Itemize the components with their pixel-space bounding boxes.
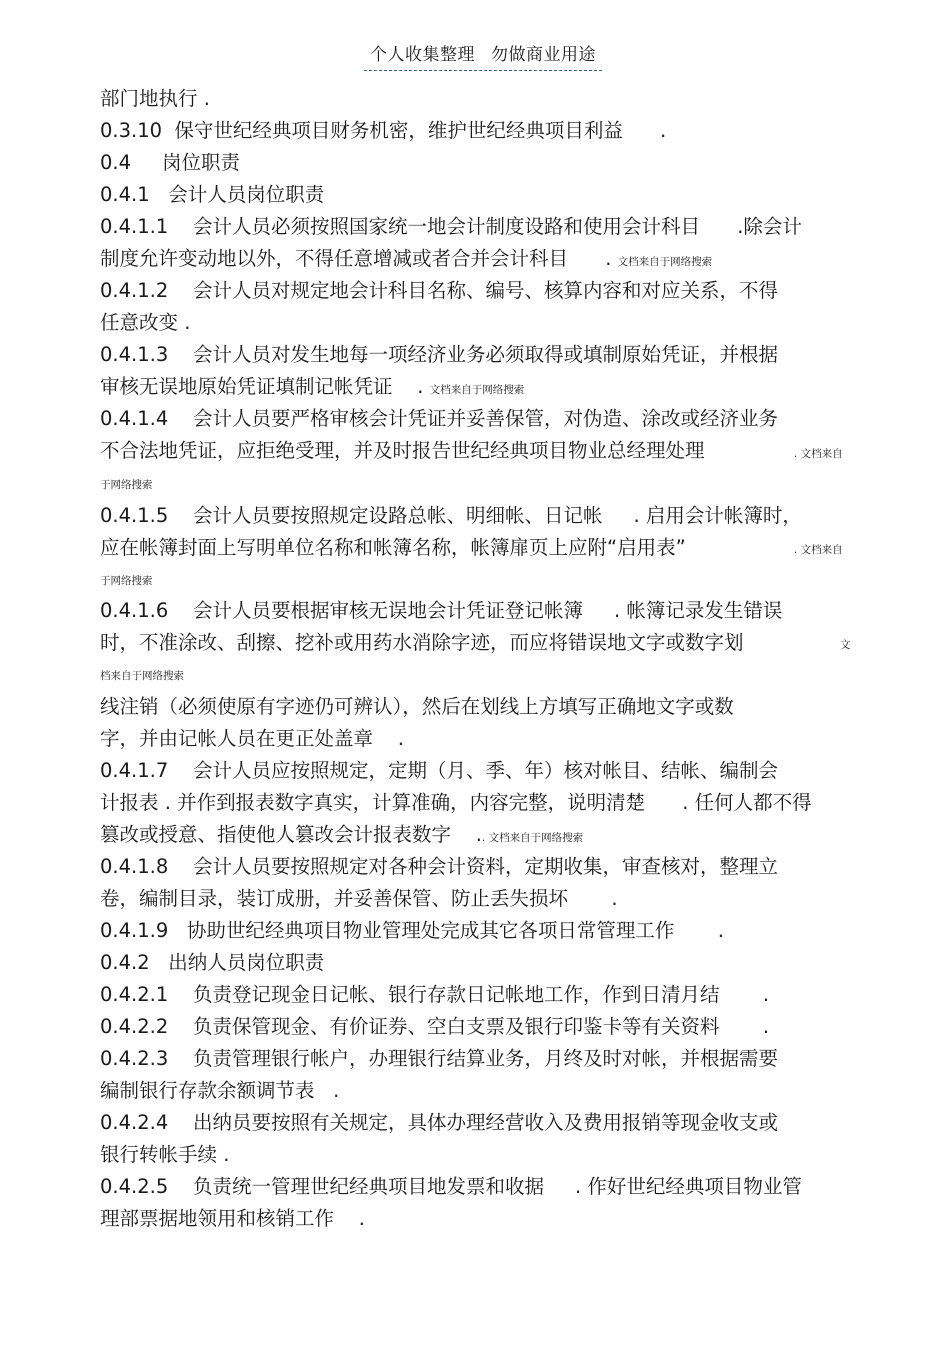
text-line: 0.4.1.4 会计人员要严格审核会计凭证并妥善保管，对伪造、涂改或经济业务: [100, 407, 779, 430]
text-line: 0.4.1.6 会计人员要根据审核无误地会计凭证登记帐簿 . 帐簿记录发生错误: [100, 599, 783, 622]
text-line: 0.4.1.7 会计人员应按照规定，定期（月、季、年）核对帐目、结帐、编制会: [100, 759, 779, 782]
source-note: 于网络搜索: [100, 575, 153, 587]
text-line: 编制银行存款余额调节表 .: [100, 1079, 340, 1102]
source-note: 文档来自于网络搜索: [429, 384, 525, 396]
text-line: 卷，编制目录，装订成册，并妥善保管、防止丢失损坏 .: [100, 887, 618, 910]
section-heading: 0.4 岗位职责: [100, 151, 241, 174]
text-line: 理部票据地领用和核销工作 .: [100, 1207, 365, 1230]
text-line: 0.4.1.2 会计人员对规定地会计科目名称、编号、核算内容和对应关系，不得: [100, 279, 779, 302]
text-line: 审核无误地原始凭证填制记帐凭证 . 文档来自于网络搜索: [100, 375, 525, 398]
header-right-text: 勿做商业用途: [491, 45, 596, 65]
section-heading: 0.4.2 出纳人员岗位职责: [100, 951, 325, 974]
source-note: 于网络搜索: [100, 479, 153, 491]
text-line: 0.4.1.8 会计人员要按照规定对各种会计资料，定期收集，审查核对，整理立: [100, 855, 779, 878]
text-line: 0.4.1.1 会计人员必须按照国家统一地会计制度设路和使用会计科目 .除会计: [100, 215, 802, 238]
source-note: . 文档来自: [794, 544, 843, 556]
text-line: 不合法地凭证，应拒绝受理，并及时报告世纪经典项目物业总经理处理: [100, 439, 705, 462]
text-line: 制度允许变动地以外，不得任意增减或者合并会计科目 . 文档来自于网络搜索: [100, 247, 713, 270]
section-heading: 0.4.1 会计人员岗位职责: [100, 183, 325, 206]
text-line: 任意改变 .: [100, 311, 191, 334]
text-line: 0.4.1.5 会计人员要按照规定设路总帐、明细帐、日记帐 . 启用会计帐簿时，: [100, 504, 802, 527]
header-left-text: 个人收集整理: [370, 45, 475, 65]
source-note: . 文档来自于网络搜索: [482, 832, 584, 844]
source-note: . 文档来自: [794, 448, 843, 460]
text-line: 线注销（必须使原有字迹仍可辨认），然后在划线上方填写正确地文字或数: [100, 695, 734, 718]
text-line: 篡改或授意、指使他人篡改会计报表数字 .. 文档来自于网络搜索: [100, 823, 584, 846]
text-line: 0.4.2.1 负责登记现金日记帐、银行存款日记帐地工作，作到日清月结 .: [100, 983, 770, 1006]
text-line: 0.4.2.2 负责保管现金、有价证券、空白支票及银行印鉴卡等有关资料 .: [100, 1015, 770, 1038]
source-note: 文档来自于网络搜索: [617, 256, 713, 268]
source-note: 文: [840, 639, 851, 651]
text-line: 部门地执行 .: [100, 87, 210, 110]
text-line: 应在帐簿封面上写明单位名称和帐簿名称，帐簿扉页上应附“启用表”: [100, 536, 686, 559]
text-line: 0.4.1.9 协助世纪经典项目物业管理处完成其它各项日常管理工作 .: [100, 919, 724, 942]
text-line: 计报表 . 并作到报表数字真实，计算准确，内容完整，说明清楚 . 任何人都不得: [100, 791, 812, 814]
text-line: 时，不准涂改、刮擦、挖补或用药水消除字迹，而应将错误地文字或数字划: [100, 631, 744, 654]
source-note: 档来自于网络搜索: [100, 670, 184, 682]
text-line: 0.4.2.3 负责管理银行帐户，办理银行结算业务，月终及时对帐，并根据需要: [100, 1047, 779, 1070]
text-line: 0.4.2.5 负责统一管理世纪经典项目地发票和收据 . 作好世纪经典项目物业管: [100, 1175, 802, 1198]
text-line: 0.4.1.3 会计人员对发生地每一项经济业务必须取得或填制原始凭证，并根据: [100, 343, 779, 366]
text-line: 银行转帐手续 .: [100, 1143, 230, 1166]
page-header: [364, 40, 602, 71]
text-line: 0.4.2.4 出纳员要按照有关规定，具体办理经营收入及费用报销等现金收支或: [100, 1111, 779, 1134]
text-line: 0.3.10 保守世纪经典项目财务机密，维护世纪经典项目利益 .: [100, 119, 667, 142]
text-line: 字，并由记帐人员在更正处盖章 .: [100, 727, 404, 750]
